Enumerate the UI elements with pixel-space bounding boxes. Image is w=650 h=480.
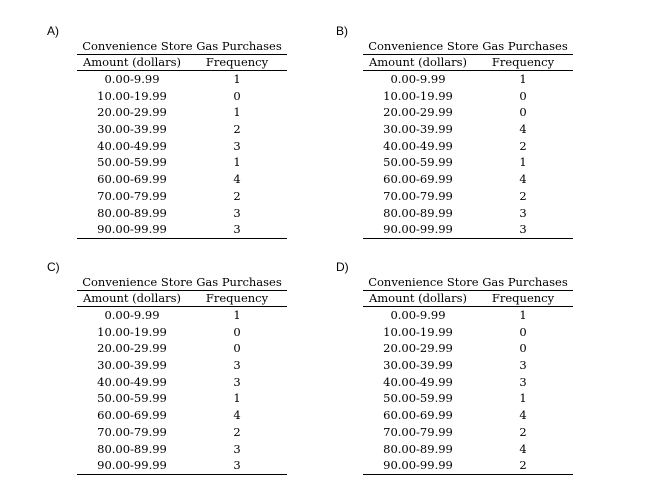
amount-cell: 20.00-29.99 [97,105,167,120]
header-frequency: Frequency [491,55,555,69]
table-row [77,407,287,424]
table-row [363,88,573,105]
frequency-cell: 0 [519,341,527,356]
amount-cell: 0.00-9.99 [390,308,446,322]
header-amount: Amount (dollars) [82,291,182,305]
header-frequency: Frequency [205,55,269,69]
table-row [77,390,287,407]
table-row [363,390,573,407]
table-title: Convenience Store Gas Purchases [363,38,573,55]
frequency-cell: 3 [233,374,241,389]
amount-cell: 50.00-59.99 [383,155,453,170]
frequency-cell: 1 [519,391,527,406]
table-row [363,424,573,441]
table-row [77,71,287,88]
table-row [77,457,287,475]
frequency-cell: 2 [233,424,241,439]
table-row [77,221,287,239]
amount-cell: 90.00-99.99 [383,458,453,473]
amount-cell: 70.00-79.99 [97,424,167,439]
header-frequency: Frequency [205,291,269,305]
table-row [363,357,573,374]
frequency-cell: 3 [233,441,241,456]
frequency-cell: 1 [233,105,241,120]
table-header [363,55,573,71]
option-b-table [363,38,573,239]
option-a-table [77,38,287,239]
amount-cell: 80.00-89.99 [97,441,167,456]
table-row [77,340,287,357]
amount-cell: 40.00-49.99 [383,374,453,389]
table-row [363,171,573,188]
table-title: Convenience Store Gas Purchases [77,38,287,55]
frequency-cell: 0 [233,88,241,103]
frequency-cell: 3 [233,358,241,373]
option-b-label: B) [336,24,348,38]
frequency-cell: 2 [519,458,527,473]
frequency-cell: 4 [519,122,527,137]
frequency-cell: 0 [233,341,241,356]
table-row [77,171,287,188]
table-row [363,188,573,205]
header-frequency: Frequency [491,291,555,305]
table-row [363,121,573,138]
table-row [77,138,287,155]
frequency-cell: 1 [233,72,241,86]
header-amount: Amount (dollars) [82,55,182,69]
amount-cell: 20.00-29.99 [383,105,453,120]
amount-cell: 40.00-49.99 [383,138,453,153]
frequency-cell: 2 [519,138,527,153]
option-c-label: C) [47,260,60,274]
amount-cell: 0.00-9.99 [390,72,446,86]
table-row [363,104,573,121]
table-row [363,205,573,222]
amount-cell: 0.00-9.99 [104,308,160,322]
amount-cell: 80.00-89.99 [97,205,167,220]
table-row [77,121,287,138]
table-header [77,55,287,71]
table-row [363,71,573,88]
table-row [77,88,287,105]
header-amount: Amount (dollars) [368,55,468,69]
frequency-cell: 3 [519,374,527,389]
frequency-cell: 1 [233,155,241,170]
amount-cell: 20.00-29.99 [383,341,453,356]
option-c-table [77,274,287,475]
frequency-cell: 4 [233,408,241,423]
frequency-cell: 0 [233,324,241,339]
amount-cell: 60.00-69.99 [97,408,167,423]
table-row [363,138,573,155]
table-row [363,340,573,357]
table-row [77,441,287,458]
frequency-cell: 2 [233,188,241,203]
amount-cell: 70.00-79.99 [383,424,453,439]
frequency-cell: 3 [519,222,527,237]
header-amount: Amount (dollars) [368,291,468,305]
amount-cell: 60.00-69.99 [383,408,453,423]
table-row [77,424,287,441]
amount-cell: 60.00-69.99 [383,172,453,187]
amount-cell: 30.00-39.99 [383,122,453,137]
table-title: Convenience Store Gas Purchases [363,274,573,291]
frequency-cell: 3 [233,458,241,473]
table-row [363,154,573,171]
table-row [77,205,287,222]
amount-cell: 50.00-59.99 [97,155,167,170]
table-title: Convenience Store Gas Purchases [77,274,287,291]
frequency-cell: 1 [519,155,527,170]
amount-cell: 80.00-89.99 [383,205,453,220]
amount-cell: 20.00-29.99 [97,341,167,356]
frequency-cell: 1 [233,308,241,322]
amount-cell: 10.00-19.99 [383,324,453,339]
frequency-cell: 4 [233,172,241,187]
amount-cell: 90.00-99.99 [97,458,167,473]
frequency-cell: 1 [519,308,527,322]
amount-cell: 80.00-89.99 [383,441,453,456]
frequency-cell: 3 [233,205,241,220]
frequency-cell: 2 [519,188,527,203]
frequency-cell: 4 [519,172,527,187]
amount-cell: 10.00-19.99 [97,88,167,103]
table-row [77,357,287,374]
amount-cell: 10.00-19.99 [97,324,167,339]
table-row [363,457,573,475]
frequency-cell: 3 [519,205,527,220]
amount-cell: 50.00-59.99 [383,391,453,406]
table-row [363,221,573,239]
frequency-cell: 3 [233,222,241,237]
frequency-cell: 4 [519,408,527,423]
frequency-cell: 0 [519,324,527,339]
amount-cell: 90.00-99.99 [383,222,453,237]
table-header [77,291,287,307]
option-a-label: A) [47,24,59,38]
option-d-label: D) [336,260,349,274]
amount-cell: 90.00-99.99 [97,222,167,237]
frequency-cell: 3 [519,358,527,373]
frequency-cell: 4 [519,441,527,456]
table-row [363,441,573,458]
amount-cell: 10.00-19.99 [383,88,453,103]
table-row [77,154,287,171]
table-row [77,307,287,324]
frequency-cell: 1 [233,391,241,406]
amount-cell: 0.00-9.99 [104,72,160,86]
amount-cell: 40.00-49.99 [97,374,167,389]
table-row [77,374,287,391]
frequency-cell: 3 [233,138,241,153]
frequency-cell: 2 [233,122,241,137]
amount-cell: 70.00-79.99 [383,188,453,203]
frequency-cell: 1 [519,72,527,86]
table-row [77,324,287,341]
table-row [363,407,573,424]
frequency-cell: 2 [519,424,527,439]
amount-cell: 30.00-39.99 [97,358,167,373]
table-row [363,307,573,324]
amount-cell: 70.00-79.99 [97,188,167,203]
amount-cell: 30.00-39.99 [97,122,167,137]
frequency-cell: 0 [519,88,527,103]
frequency-cell: 0 [519,105,527,120]
table-row [77,188,287,205]
amount-cell: 40.00-49.99 [97,138,167,153]
amount-cell: 60.00-69.99 [97,172,167,187]
amount-cell: 30.00-39.99 [383,358,453,373]
table-row [77,104,287,121]
table-row [363,374,573,391]
table-row [363,324,573,341]
amount-cell: 50.00-59.99 [97,391,167,406]
table-header [363,291,573,307]
option-d-table [363,274,573,475]
